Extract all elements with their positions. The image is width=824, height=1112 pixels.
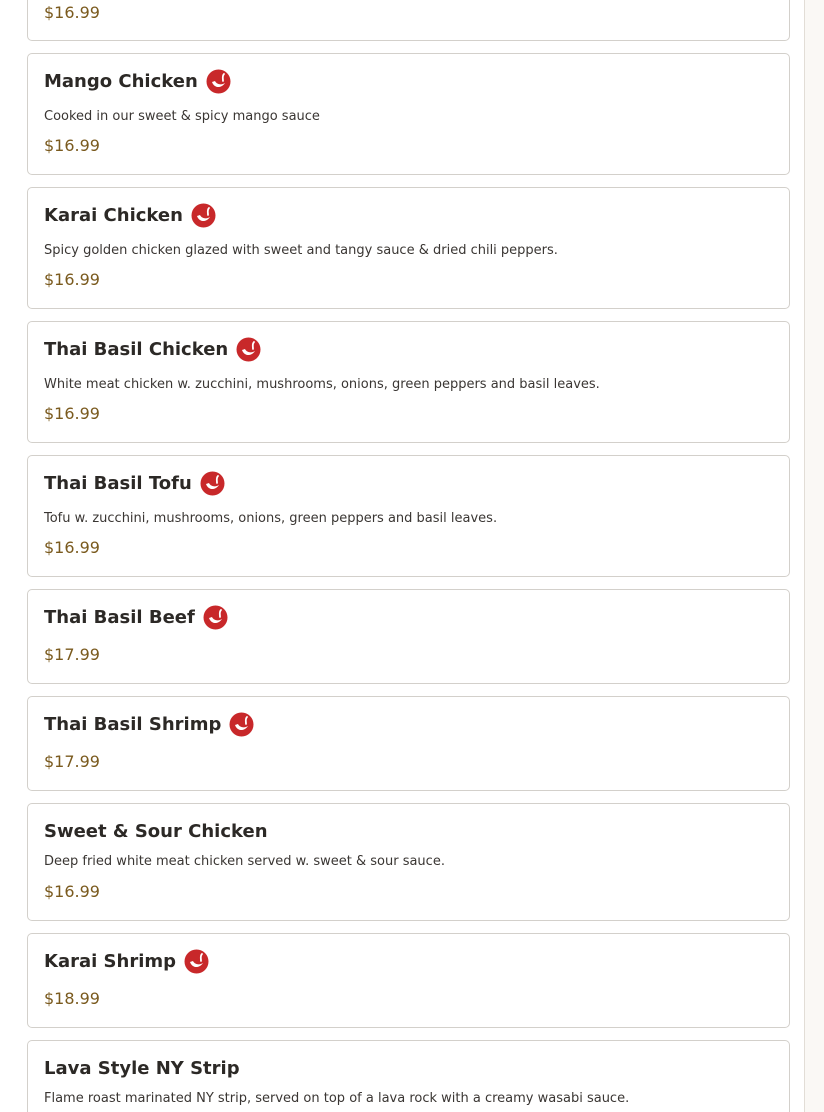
menu-item-description: Tofu w. zucchini, mushrooms, onions, green peppers and basil leaves. bbox=[44, 511, 498, 526]
chili-pepper-icon bbox=[229, 712, 254, 737]
menu-item-card[interactable] bbox=[27, 0, 790, 41]
menu-item-header bbox=[44, 711, 254, 737]
menu-item-name: Lava Style NY Strip bbox=[44, 1057, 240, 1079]
menu-item-price: $18.99 bbox=[44, 989, 100, 1008]
menu-item-description: Flame roast marinated NY strip, served on top of a lava rock with a creamy wasabi sauce. bbox=[44, 1091, 630, 1106]
menu-item-price: $17.99 bbox=[44, 645, 100, 664]
chili-pepper-icon bbox=[206, 69, 231, 94]
menu-item-price: $16.99 bbox=[44, 136, 100, 155]
menu-item-name: Thai Basil Chicken bbox=[44, 338, 229, 360]
menu-item-header bbox=[44, 202, 216, 228]
menu-item-card[interactable] bbox=[27, 589, 790, 684]
menu-item-name: Mango Chicken bbox=[44, 70, 198, 92]
menu-item-price: $17.99 bbox=[44, 752, 100, 771]
menu-item-card[interactable] bbox=[27, 187, 790, 309]
menu-item-price: $16.99 bbox=[44, 538, 100, 557]
chili-pepper-icon bbox=[191, 203, 216, 228]
chili-pepper-icon bbox=[200, 471, 225, 496]
menu-item-header bbox=[44, 336, 261, 362]
menu-item-card[interactable] bbox=[27, 53, 790, 175]
menu-item-price: $16.99 bbox=[44, 404, 100, 423]
chili-pepper-icon bbox=[203, 605, 228, 630]
menu-item-card[interactable] bbox=[27, 321, 790, 443]
menu-item-header bbox=[44, 948, 209, 974]
menu-item-description: White meat chicken w. zucchini, mushrooms, onions, green peppers and basil leaves. bbox=[44, 377, 600, 392]
menu-item-name: Thai Basil Tofu bbox=[44, 472, 192, 494]
menu-item-price: $16.99 bbox=[44, 270, 100, 289]
menu-item-name: Karai Chicken bbox=[44, 204, 183, 226]
menu-item-name: Karai Shrimp bbox=[44, 950, 177, 972]
menu-item-header bbox=[44, 604, 228, 630]
menu-item-card[interactable] bbox=[27, 933, 790, 1028]
menu-item-name: Sweet & Sour Chicken bbox=[44, 820, 268, 842]
menu-item-price: $16.99 bbox=[44, 3, 100, 22]
menu-item-header bbox=[44, 470, 225, 496]
menu-item-header bbox=[44, 818, 268, 844]
menu-item-price: $16.99 bbox=[44, 882, 100, 901]
menu-item-header bbox=[44, 68, 231, 94]
menu-item-card[interactable] bbox=[27, 803, 790, 921]
menu-item-card[interactable] bbox=[27, 696, 790, 791]
menu-item-name: Thai Basil Shrimp bbox=[44, 713, 222, 735]
chili-pepper-icon bbox=[184, 949, 209, 974]
menu-item-header bbox=[44, 1055, 240, 1081]
menu-item-card[interactable] bbox=[27, 1040, 790, 1112]
chili-pepper-icon bbox=[236, 337, 261, 362]
menu-item-name: Thai Basil Beef bbox=[44, 606, 195, 628]
menu-item-card[interactable] bbox=[27, 455, 790, 577]
menu-item-description: Spicy golden chicken glazed with sweet and tangy sauce & dried chili peppers. bbox=[44, 243, 558, 258]
menu-item-description: Cooked in our sweet & spicy mango sauce bbox=[44, 109, 320, 124]
menu-item-description: Deep fried white meat chicken served w. sweet & sour sauce. bbox=[44, 854, 445, 869]
